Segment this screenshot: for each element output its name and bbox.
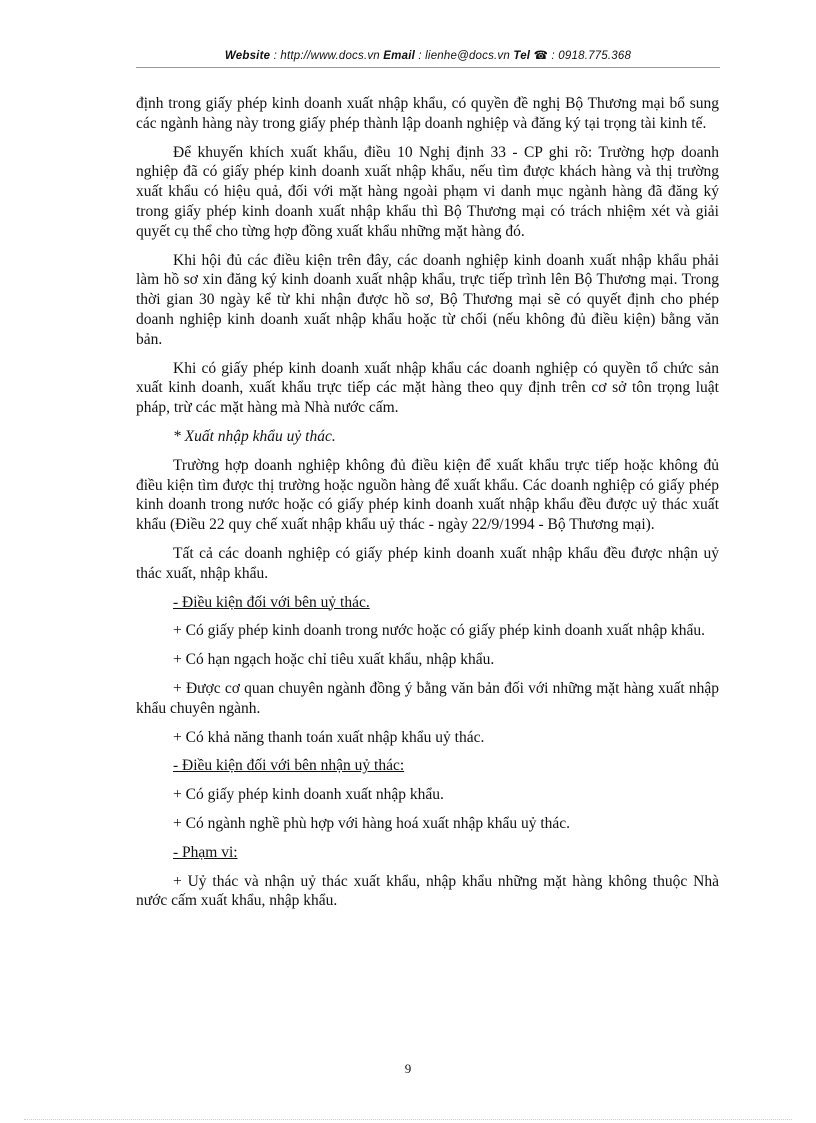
paragraph-registration: Khi hội đủ các điều kiện trên đây, các doanh nghiệp kinh doanh xuất nhập khẩu phải làm hồ sơ xin đăng ký kinh doanh xuất nhập khẩu, trực tiếp trình lên Bộ Thương mại. Trong thời gian 30 ngày kể từ khi nhận được hồ sơ, Bộ Thương mại sẽ có quyết định cho phép doanh nghiệp kinh doanh xuất nhập khẩu hoặc từ chối (nếu không đủ điều kiện) bằng văn bản. [136, 251, 719, 348]
email-label: Email [383, 50, 415, 62]
paragraph-incentive: Để khuyến khích xuất khẩu, điều 10 Nghị định 33 - CP ghi rõ: Trường hợp doanh nghiệp đã có giấy phép kinh doanh xuất nhập khẩu, nếu tìm được khách hàng và thị trường xuất khẩu có hiệu quả, đối với mặt hàng ngoài phạm vi danh mục ngành hàng đã đăng ký trong giấy phép kinh doanh xuất nhập khẩu thì Bộ Thương mại có trách nhiệm xét và giải quyết cụ thể cho từng hợp đồng xuất khẩu những mặt hàng đó. [136, 143, 719, 240]
page-number: 9 [404, 1061, 412, 1076]
subheading-receiving-party [136, 756, 719, 776]
subheading-receiving-party-text: - Điều kiện đối với bên nhận uỷ thác: [173, 757, 405, 775]
list-item: + Được cơ quan chuyên ngành đồng ý bằng văn bản đối với những mặt hàng xuất nhập khẩu chuyên ngành. [136, 679, 719, 717]
subheading-entrusting-party-text: - Điều kiện đối với bên uỷ thác. [173, 593, 370, 611]
subheading-scope [136, 843, 719, 863]
list-item: + Có giấy phép kinh doanh trong nước hoặc có giấy phép kinh doanh xuất nhập khẩu. [173, 622, 705, 640]
paragraph-entrusted-case: Trường hợp doanh nghiệp không đủ điều kiện để xuất khẩu trực tiếp hoặc không đủ điều kiện tìm được thị trường hoặc nguồn hàng để xuất khẩu. Các doanh nghiệp có giấy phép kinh doanh trong nước hoặc có giấy phép kinh doanh xuất nhập khẩu đều được uỷ thác xuất khẩu (Điều 22 quy chế xuất nhập khẩu uỷ thác - ngày 22/9/1994 - Bộ Thương mại). [136, 456, 719, 534]
document-body [136, 94, 719, 920]
tel-label: Tel ☎ [513, 50, 549, 62]
email-value: : lienhe@docs.vn [418, 50, 510, 62]
website-value: : http://www.docs.vn [273, 50, 380, 62]
paragraph-rights: Khi có giấy phép kinh doanh xuất nhập khẩu các doanh nghiệp có quyền tổ chức sản xuất kinh doanh, xuất khẩu trực tiếp các mặt hàng theo quy định trên cơ sở tôn trọng luật pháp, trừ các mặt hàng mà Nhà nước cấm. [136, 359, 719, 417]
list-item: + Có khả năng thanh toán xuất nhập khẩu uỷ thác. [173, 728, 485, 746]
tel-value: : 0918.775.368 [551, 50, 632, 62]
list-item: + Có giấy phép kinh doanh xuất nhập khẩu. [173, 786, 444, 804]
paragraph-entrusted-receivers: Tất cả các doanh nghiệp có giấy phép kinh doanh xuất nhập khẩu đều được nhận uỷ thác xuất, nhập khẩu. [136, 544, 719, 582]
header-divider [136, 67, 720, 68]
page-header [136, 48, 720, 62]
subheading-scope-text: - Phạm vi: [173, 843, 238, 861]
section-heading-entrusted-trade: * Xuất nhập khẩu uỷ thác. [173, 427, 336, 445]
page-bottom-border [24, 1119, 792, 1120]
website-label: Website [224, 50, 271, 62]
list-item: + Uỷ thác và nhận uỷ thác xuất khẩu, nhập khẩu những mặt hàng không thuộc Nhà nước cấm xuất khẩu, nhập khẩu. [136, 872, 719, 910]
list-item: + Có ngành nghề phù hợp với hàng hoá xuất nhập khẩu uỷ thác. [173, 814, 571, 832]
paragraph-continuation: định trong giấy phép kinh doanh xuất nhập khẩu, có quyền đề nghị Bộ Thương mại bổ sung các ngành hàng này trong giấy phép thành lập doanh nghiệp và đăng ký tại trọng tài kinh tế. [136, 95, 719, 132]
subheading-entrusting-party [136, 593, 719, 613]
list-item: + Có hạn ngạch hoặc chỉ tiêu xuất khẩu, nhập khẩu. [173, 651, 495, 669]
